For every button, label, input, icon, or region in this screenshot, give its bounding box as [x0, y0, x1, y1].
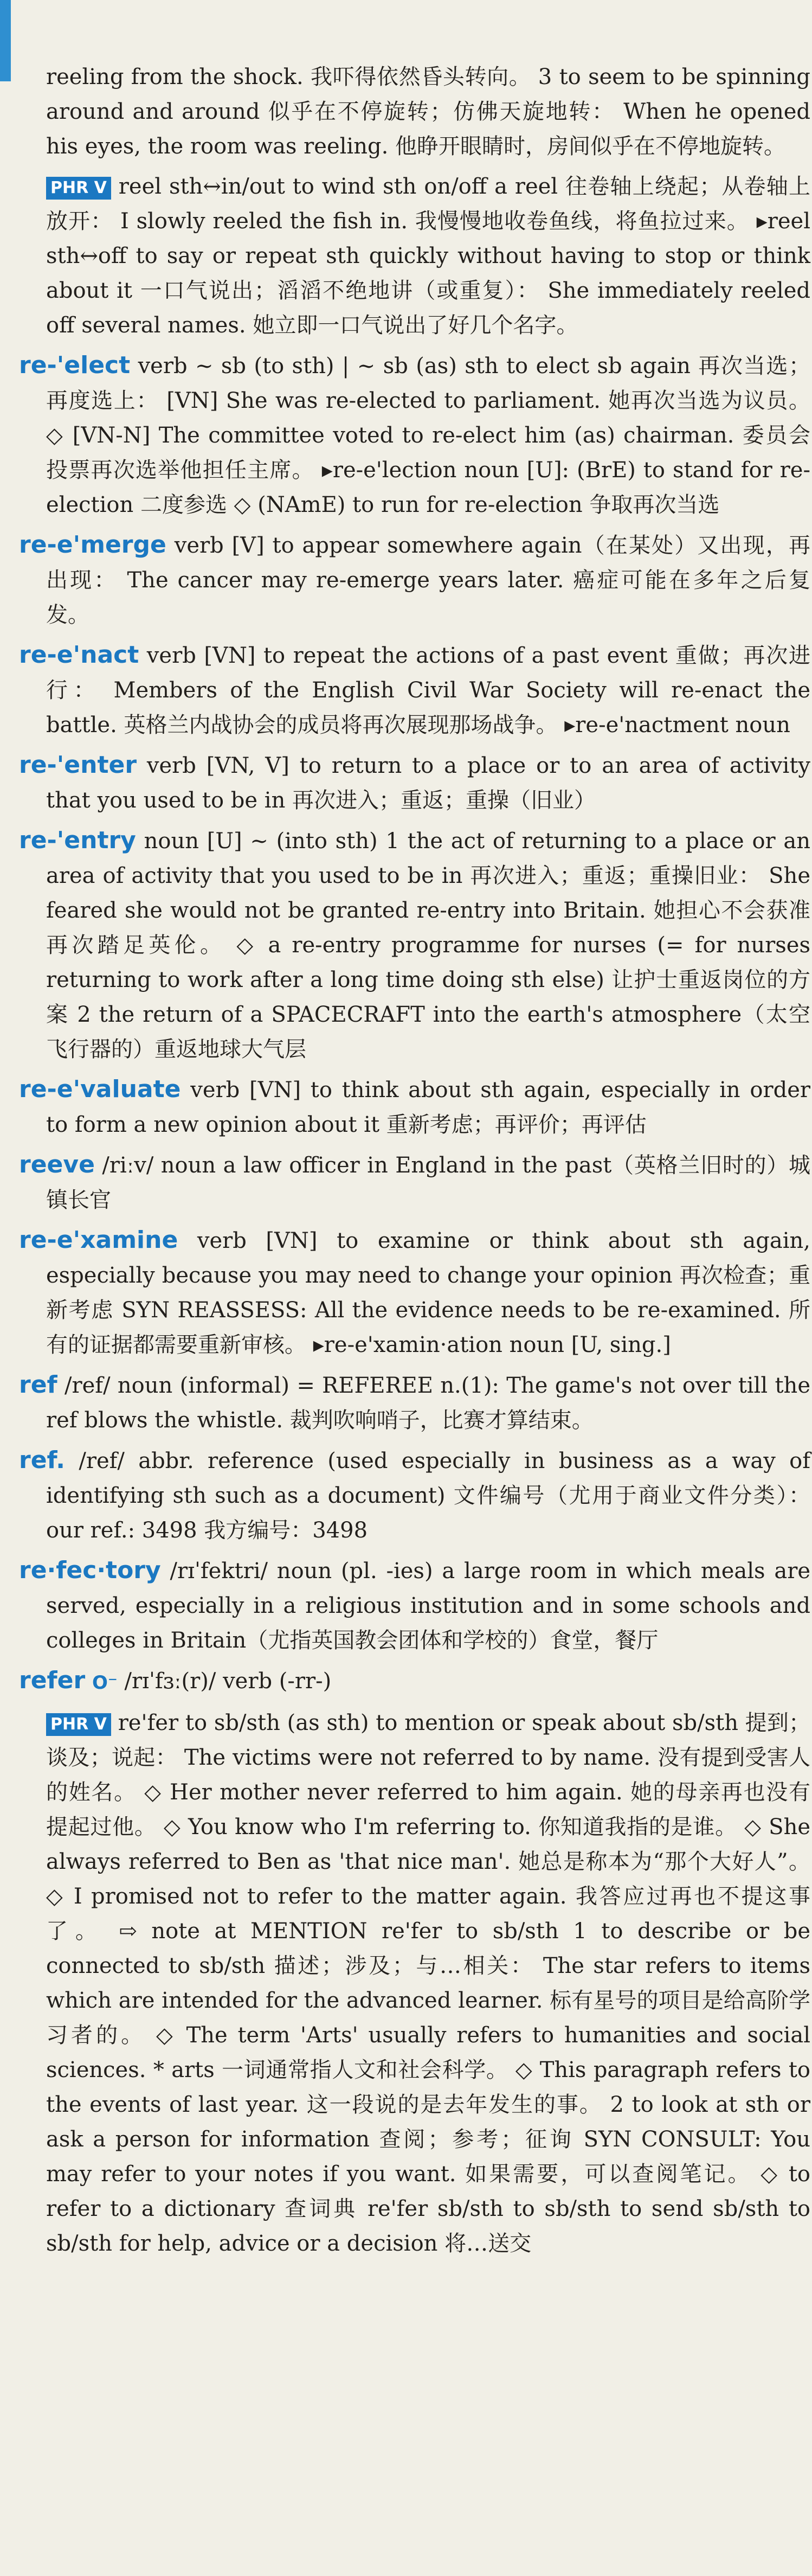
headword: re-'enter: [19, 751, 137, 779]
entry-reeve: reeve /riːv/ noun a law officer in England in the past（英格兰旧时的）城镇长官: [19, 1151, 811, 1213]
headword: ref: [19, 1371, 57, 1399]
headword: re-e'merge: [19, 531, 166, 559]
headword: refer: [19, 1667, 86, 1694]
entry-re-emerge: re-e'merge verb [V] to appear somewhere again（在某处）又出现，再出现： The cancer may re-emerge years later. 癌症可能在多年之后复发。: [19, 531, 810, 627]
entry-re-entry: re-'entry noun [U] ~ (into sth) 1 the act of returning to a place or an area of activity that you used to be in 再次进入；重返；重操旧业： She feared she would not be granted re-entry into Britain. 她担心不会获准再次踏足英伦。 ◇ a re-entry programme for nurses (= for nurses returning to work after a long time doing sth else) 让护士重返岗位的方案 2 the return of a SPACECRAFT into the earth's atmosphere（太空飞行器的）重返地球大气层: [19, 826, 811, 1062]
phrasal-verb-badge: PHR V: [46, 177, 111, 200]
entry-re-enact: re-e'nact verb [VN] to repeat the actions of a past event 重做；再次进行： Members of the English Civil War Society will re-enact the battle. 英格兰内战协会的成员将再次展现那场战争。 ▸re-e'nactment noun: [19, 641, 811, 738]
headword: re-'entry: [19, 826, 136, 854]
entry-refer: refer O⁻ /rɪˈfɜː(r)/ verb (-rr-): [46, 1663, 810, 1700]
entry-re-evaluate: re-e'valuate verb [VN] to think about sth again, especially in order to form a new opinion about it 重新考虑；再评价；再评估: [19, 1075, 810, 1137]
entry-reel-continuation: reeling from the shock. 我吓得依然昏头转向。 3 to seem to be spinning around and around 似乎在不停旋转；仿佛天旋地转： When he opened his eyes, the room was reeling. 他睁开眼睛时，房间似乎在不停地旋转。: [46, 65, 810, 159]
headword: ref.: [19, 1446, 65, 1474]
entry-refectory: re·fec·tory /rɪˈfektri/ noun (pl. -ies) a large room in which meals are served, especially in a religious institution and in some schools and colleges in Britain（尤指英国教会团体和学校的）食堂，餐厅: [19, 1556, 811, 1653]
thumb-index-tab: [0, 0, 11, 81]
dictionary-column: [19, 60, 811, 2266]
phrasal-verb-badge: PHR V: [46, 1713, 111, 1736]
entry-re-examine: re-e'xamine verb [VN] to examine or think about sth again, especially because you may need to change your opinion 再次检查；重新考虑 SYN REASSESS: All the evidence needs to be re-examined. 所有的证据都需要重新审核。 ▸re-e'xamin·ation noun [U, sing.]: [19, 1226, 811, 1357]
entry-re-enter: re-'enter verb [VN, V] to return to a place or to an area of activity that you used to be in 再次进入；重返；重操（旧业）: [19, 751, 810, 813]
entry-reel-phrasal-verbs: PHR V reel sth↔in/out to wind sth on/off a reel 往卷轴上绕起；从卷轴上放开： I slowly reeled the fish in. 我慢慢地收卷鱼线，将鱼拉过来。 ▸reel sth↔off to say or repeat sth quickly without having to stop or think about it 一口气说出；滔滔不绝地讲（或重复）： She immediately reeled off several names. 她立即一口气说出了好几个名字。: [46, 174, 810, 338]
headword: re-e'valuate: [19, 1075, 181, 1103]
entry-ref: ref /ref/ noun (informal) = REFEREE n.(1): The game's not over till the ref blows the whistle. 裁判吹响哨子，比赛才算结束。: [19, 1371, 810, 1433]
entry-re-elect: re-'elect verb ~ sb (to sth) | ~ sb (as) sth to elect sb again 再次当选；再度选上： [VN] She was re-elected to parliament. 她再次当选为议员。 ◇ [VN-N] The committee voted to re-elect him (as) chairman. 委员会投票再次选举他担任主席。 ▸re-e'lection noun [U]: (BrE) to stand for re-election 二度参选 ◇ (NAmE) to run for re-election 争取再次当选: [19, 351, 811, 517]
headword: re-e'xamine: [19, 1226, 178, 1254]
headword: re-e'nact: [19, 641, 139, 669]
headword: re·fec·tory: [19, 1556, 161, 1584]
oxford-3000-key-icon: O⁻: [92, 1672, 118, 1694]
headword: re-'elect: [19, 351, 131, 379]
entry-ref-abbr: ref. /ref/ abbr. reference (used especially in business as a way of identifying sth such as a document) 文件编号（尤用于商业文件分类）： our ref.: 3498 我方编号：3498: [19, 1446, 811, 1543]
headword: reeve: [19, 1151, 95, 1178]
entry-refer-phrasal-verbs: PHR V re'fer to sb/sth (as sth) to mention or speak about sb/sth 提到；谈及；说起： The victims were not referred to by name. 没有提到受害人的姓名。 ◇ Her mother never referred to him again. 她的母亲再也没有提起过他。 ◇ You know who I'm referring to. 你知道我指的是谁。 ◇ She always referred to Ben as 'that nice man'. 她总是称本为“那个大好人”。 ◇ I promised not to refer to the matter again. 我答应过再也不提这事了。 ⇨ note at MENTION re'fer to sb/sth 1 to describe or be connected to sb/sth 描述；涉及；与…相关： The star refers to items which are intended for the advanced learner. 标有星号的项目是给高阶学习者的。 ◇ The term 'Arts' usually refers to humanities and social sciences. * arts 一词通常指人文和社会科学。 ◇ This paragraph refers to the events of last year. 这一段说的是去年发生的事。 2 to look at sth or ask a person for information 查阅；参考；征询 SYN CONSULT: You may refer to your notes if you want. 如果需要，可以查阅笔记。 ◇ to refer to a dictionary 查词典 re'fer sb/sth to sb/sth to send sb/sth to sb/sth for help, advice or a decision 将…送交: [46, 1710, 811, 2256]
